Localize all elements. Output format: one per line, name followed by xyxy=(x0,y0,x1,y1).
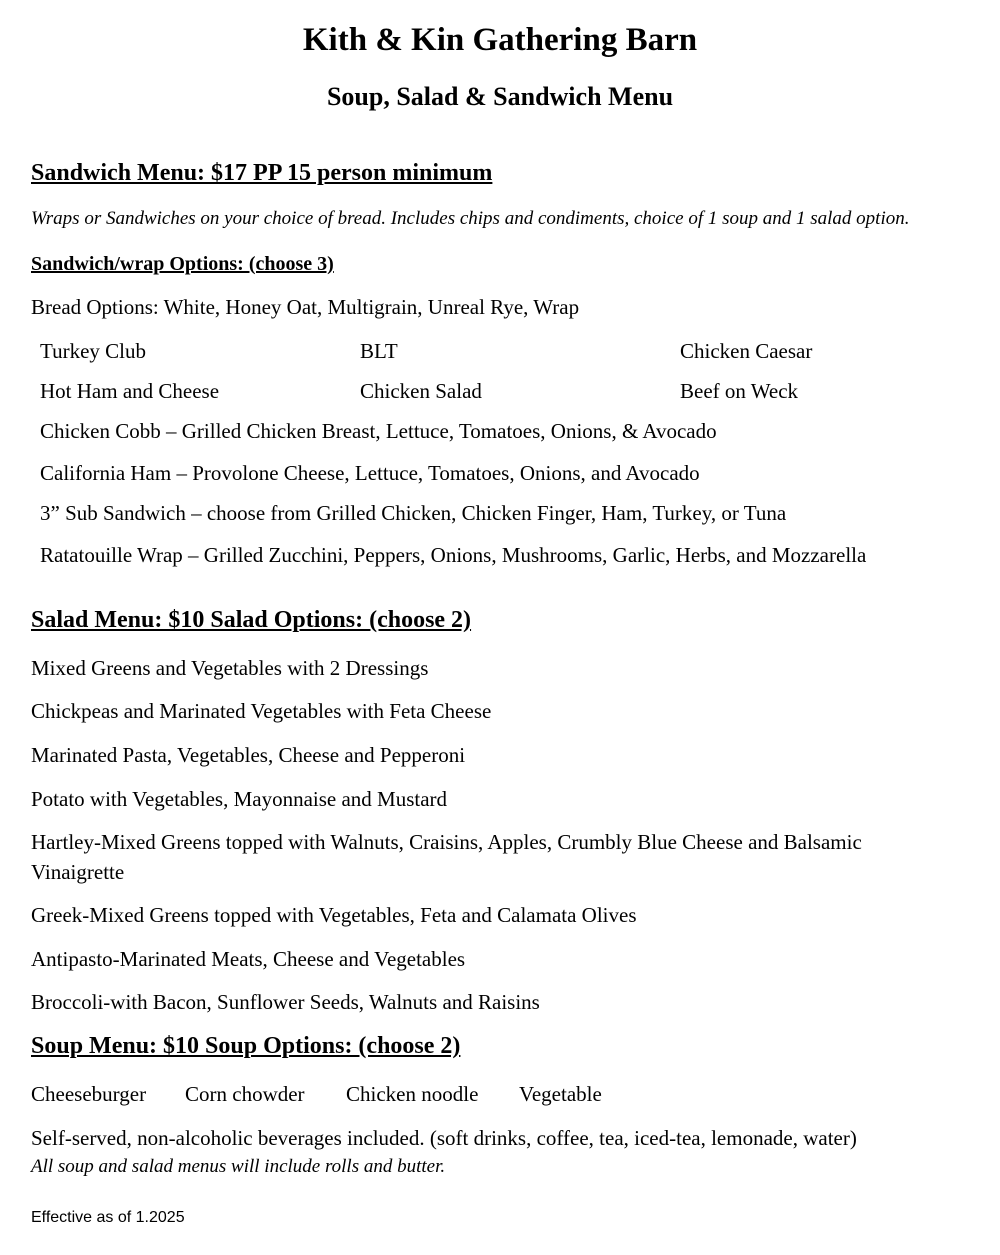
beverages-note: Self-served, non-alcoholic beverages included. (soft drinks, coffee, tea, iced-tea, lemonade, water) xyxy=(31,1126,857,1150)
salad-menu-heading: Salad Menu: $10 Salad Options: (choose 2) xyxy=(31,607,472,633)
soup-item: Chicken noodle xyxy=(346,1082,479,1106)
sandwich-item: BLT xyxy=(360,339,398,363)
sandwich-special: Ratatouille Wrap – Grilled Zucchini, Peppers, Onions, Mushrooms, Garlic, Herbs, and Mozzarella xyxy=(40,543,867,567)
salad-item: Marinated Pasta, Vegetables, Cheese and Pepperoni xyxy=(31,743,466,767)
sandwich-item: Beef on Weck xyxy=(680,379,799,403)
salad-item: Chickpeas and Marinated Vegetables with Feta Cheese xyxy=(31,699,492,723)
soup-item: Corn chowder xyxy=(185,1082,305,1106)
salad-item: Hartley-Mixed Greens topped with Walnuts, Craisins, Apples, Crumbly Blue Cheese and Balsamic xyxy=(31,830,862,854)
bread-options: Bread Options: White, Honey Oat, Multigrain, Unreal Rye, Wrap xyxy=(31,295,580,319)
sandwich-item: Chicken Caesar xyxy=(680,339,813,363)
sandwich-special: 3” Sub Sandwich – choose from Grilled Chicken, Chicken Finger, Ham, Turkey, or Tuna xyxy=(40,501,787,525)
effective-date: Effective as of 1.2025 xyxy=(31,1209,185,1226)
menu-subtitle: Soup, Salad & Sandwich Menu xyxy=(326,82,674,111)
salad-item: Antipasto-Marinated Meats, Cheese and Vegetables xyxy=(31,947,466,971)
salad-item: Greek-Mixed Greens topped with Vegetables, Feta and Calamata Olives xyxy=(31,903,637,927)
soup-item: Cheeseburger xyxy=(31,1082,147,1106)
salad-item: Potato with Vegetables, Mayonnaise and Mustard xyxy=(31,787,448,811)
sandwich-special: Chicken Cobb – Grilled Chicken Breast, Lettuce, Tomatoes, Onions, & Avocado xyxy=(40,419,717,443)
rolls-note: All soup and salad menus will include rolls and butter. xyxy=(31,1156,446,1177)
sandwich-menu-heading: Sandwich Menu: $17 PP 15 person minimum xyxy=(31,160,493,186)
sandwich-special: California Ham – Provolone Cheese, Lettuce, Tomatoes, Onions, and Avocado xyxy=(40,461,700,485)
soup-menu-heading: Soup Menu: $10 Soup Options: (choose 2) xyxy=(31,1033,461,1059)
sandwich-description: Wraps or Sandwiches on your choice of bread. Includes chips and condiments, choice of 1 soup and 1 salad option. xyxy=(31,208,910,229)
salad-item: Mixed Greens and Vegetables with 2 Dressings xyxy=(31,656,429,680)
sandwich-item: Hot Ham and Cheese xyxy=(40,379,220,403)
salad-item: Broccoli-with Bacon, Sunflower Seeds, Walnuts and Raisins xyxy=(31,990,540,1014)
sandwich-options-heading: Sandwich/wrap Options: (choose 3) xyxy=(31,253,334,275)
page-title: Kith & Kin Gathering Barn xyxy=(302,22,698,58)
soup-item: Vegetable xyxy=(519,1082,602,1106)
salad-item-continuation: Vinaigrette xyxy=(31,860,125,884)
sandwich-item: Turkey Club xyxy=(40,339,146,363)
sandwich-item: Chicken Salad xyxy=(360,379,482,403)
